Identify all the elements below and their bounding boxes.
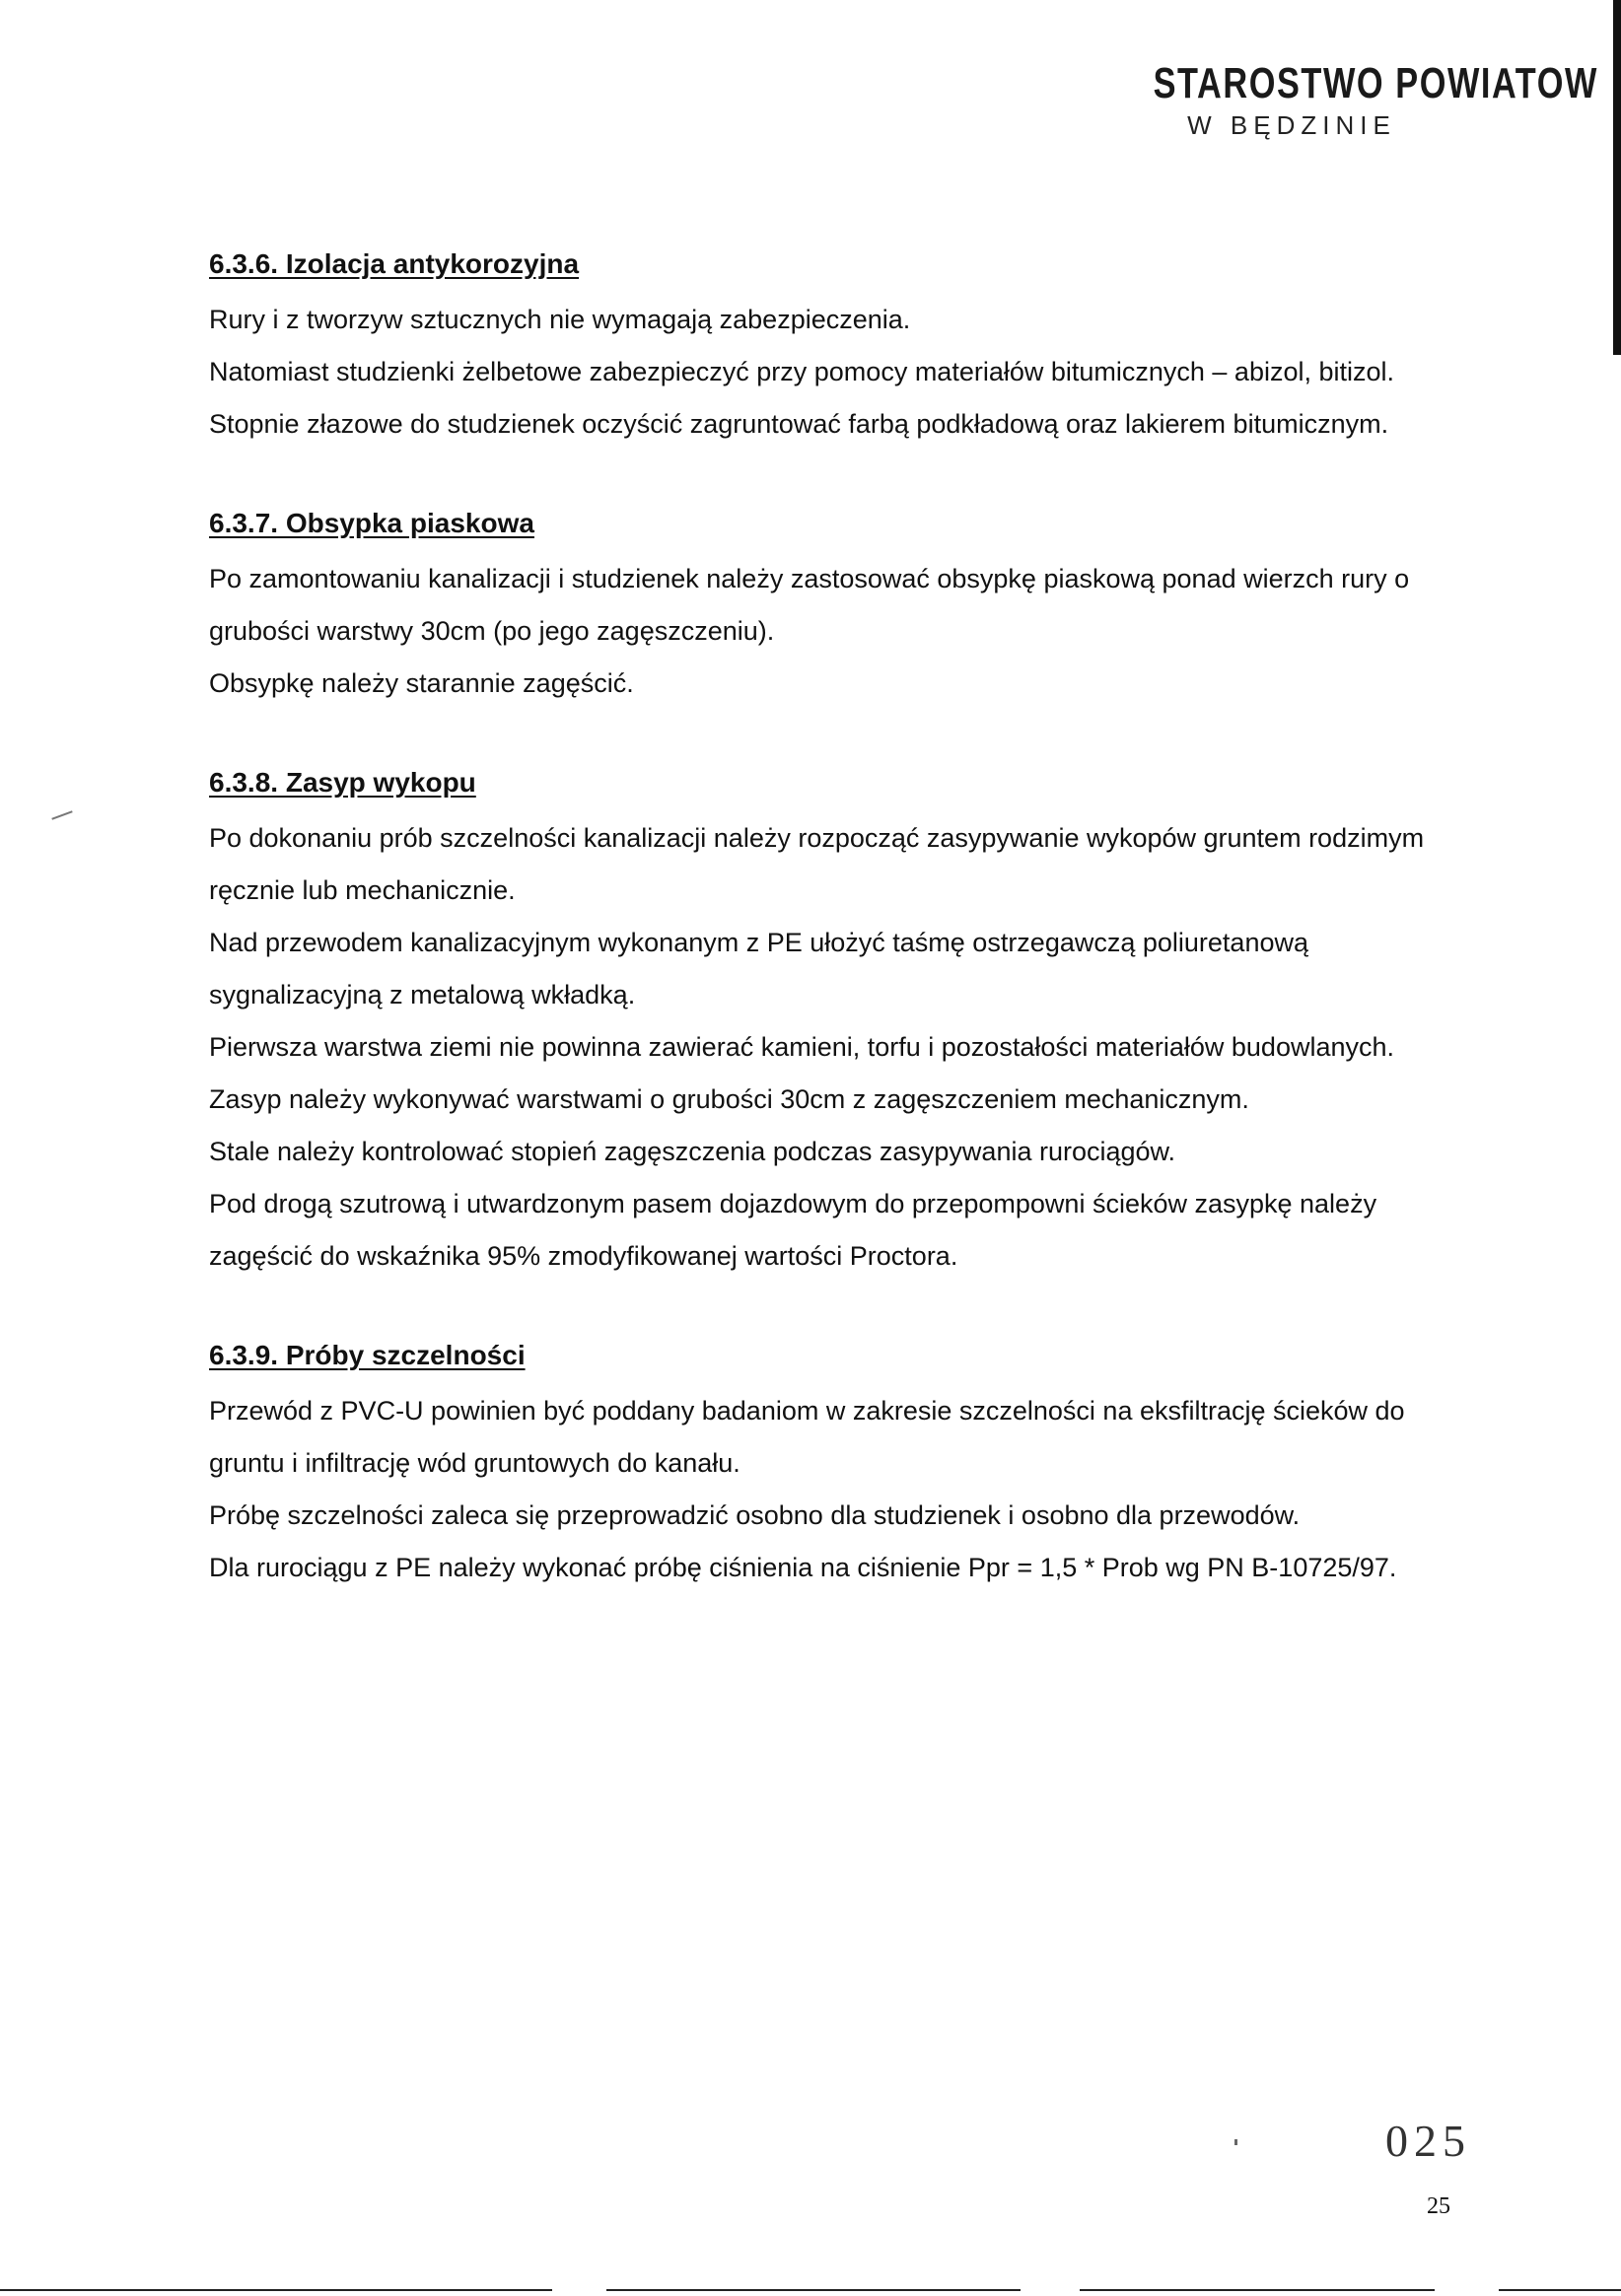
paragraph: Dla rurociągu z PE należy wykonać próbę ciśnienia na ciśnienie Ppr = 1,5 * Prob wg PN B-10725/97. (209, 1553, 1397, 1582)
paragraph: Obsypkę należy starannie zagęścić. (209, 668, 634, 698)
stamp-office-name: STAROSTWO POWIATOW (1153, 59, 1598, 107)
document-body (209, 244, 1481, 1647)
paragraph: Rury i z tworzyw sztucznych nie wymagają zabezpieczenia. (209, 305, 911, 334)
archive-stamp-number: 025 (1385, 2116, 1471, 2166)
paragraph: Po zamontowaniu kanalizacji i studzienek należy zastosować obsypkę piaskową ponad wierzch rury o grubości warstwy 30cm (po jego zagęszczeniu). (209, 564, 1410, 646)
section-heading: 6.3.9. Próby szczelności (209, 1340, 526, 1370)
paragraph: Stopnie złazowe do studzienek oczyścić zagruntować farbą podkładową oraz lakierem bitumicznym. (209, 409, 1389, 439)
section-heading: 6.3.6. Izolacja antykorozyjna (209, 248, 580, 279)
scan-mark (1234, 2139, 1237, 2145)
paragraph: Stale należy kontrolować stopień zagęszczenia podczas zasypywania rurociągów. (209, 1137, 1176, 1166)
scan-edge-bar (1613, 0, 1621, 355)
scan-bottom-line (0, 2289, 552, 2291)
scan-bottom-line (1080, 2289, 1435, 2291)
scan-bottom-line (1499, 2289, 1621, 2291)
stamp-office-town: W BĘDZINIE (1187, 110, 1396, 140)
scan-bottom-line (606, 2289, 1021, 2291)
paragraph: Natomiast studzienki żelbetowe zabezpieczyć przy pomocy materiałów bitumicznych – abizol, bitizol. (209, 357, 1395, 386)
section-sand-bedding (209, 504, 1481, 710)
section-trench-backfill (209, 763, 1481, 1283)
paragraph: Zasyp należy wykonywać warstwami o grubości 30cm z zagęszczeniem mechanicznym. (209, 1084, 1249, 1114)
paragraph: Próbę szczelności zaleca się przeprowadzić osobno dla studzienek i osobno dla przewodów. (209, 1500, 1301, 1530)
section-leak-tests (209, 1336, 1481, 1594)
office-stamp (1114, 59, 1598, 141)
paragraph: Nad przewodem kanalizacyjnym wykonanym z PE ułożyć taśmę ostrzegawczą poliuretanową sygnalizacyjną z metalową wkładką. (209, 928, 1308, 1009)
page-number: 25 (1427, 2193, 1450, 2219)
paragraph: Po dokonaniu prób szczelności kanalizacji należy rozpocząć zasypywanie wykopów gruntem rodzimym ręcznie lub mechanicznie. (209, 823, 1425, 905)
paragraph: Przewód z PVC-U powinien być poddany badaniom w zakresie szczelności na eksfiltrację ścieków do gruntu i infiltrację wód gruntowych do kanału. (209, 1396, 1405, 1478)
paragraph: Pierwsza warstwa ziemi nie powinna zawierać kamieni, torfu i pozostałości materiałów budowlanych. (209, 1032, 1395, 1062)
section-anticorrosion-insulation (209, 244, 1481, 451)
paragraph: Pod drogą szutrową i utwardzonym pasem dojazdowym do przepompowni ścieków zasypkę należy zagęścić do wskaźnika 95% zmodyfikowanej wartości Proctora. (209, 1189, 1377, 1271)
section-heading: 6.3.8. Zasyp wykopu (209, 767, 476, 798)
section-heading: 6.3.7. Obsypka piaskowa (209, 508, 534, 538)
scan-mark (51, 810, 72, 819)
